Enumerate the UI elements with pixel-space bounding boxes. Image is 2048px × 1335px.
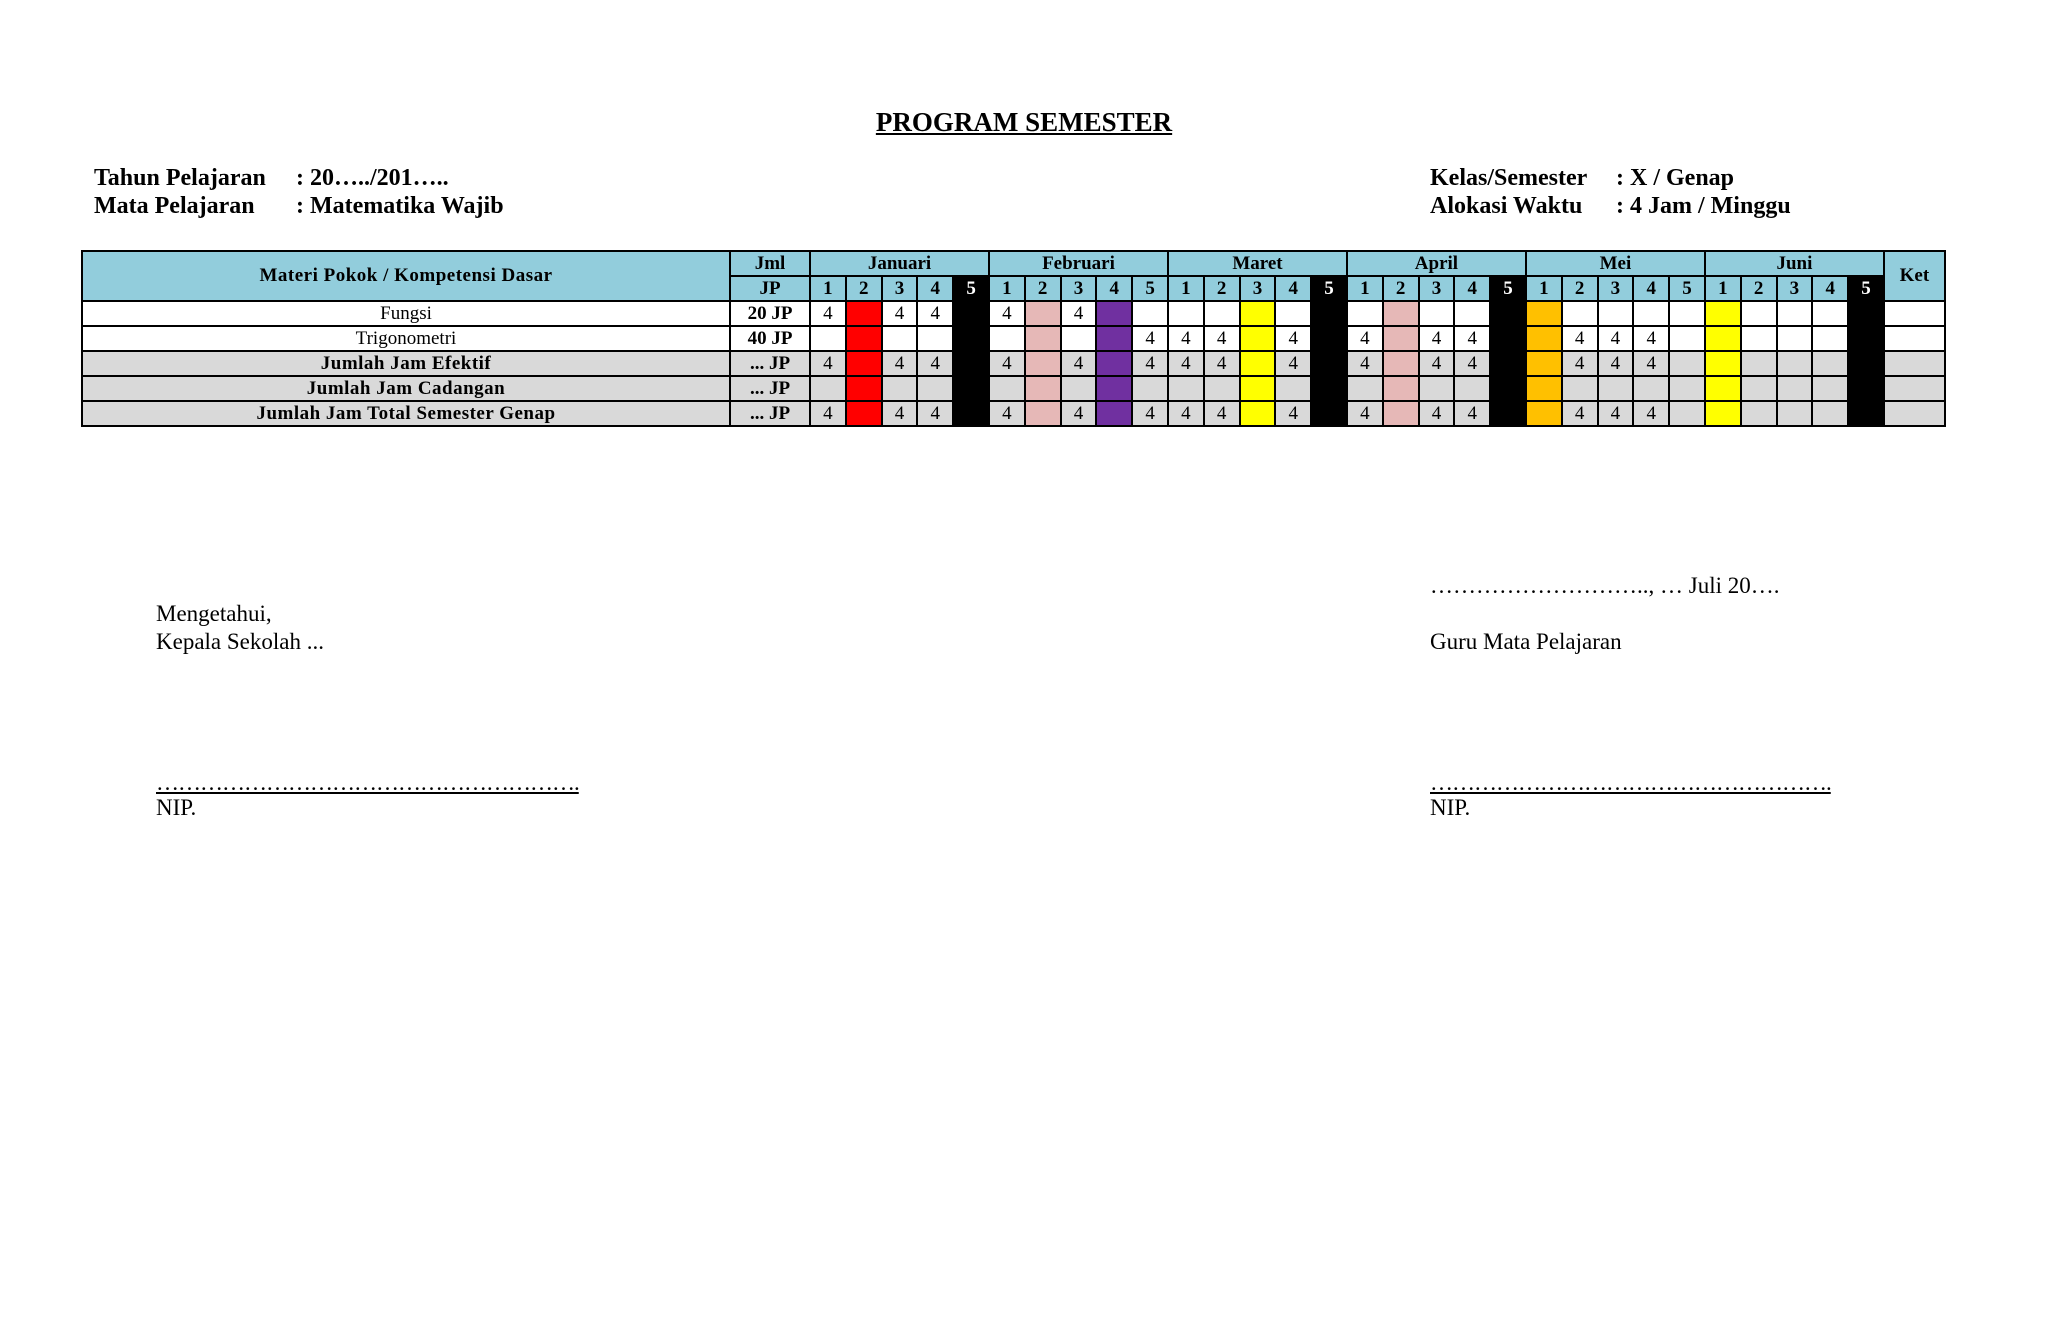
cell-week — [1025, 326, 1061, 351]
cell-week — [1383, 301, 1419, 326]
cell-week — [1490, 351, 1526, 376]
cell-week: 4 — [1419, 401, 1455, 426]
cell-week — [1526, 401, 1562, 426]
cell-week — [846, 401, 882, 426]
cell-week — [1669, 401, 1705, 426]
header-week: 2 — [1383, 276, 1419, 301]
cell-week — [1490, 401, 1526, 426]
cell-week — [1168, 376, 1204, 401]
meta-left — [94, 164, 504, 220]
meta-value: : 20…../201….. — [296, 165, 449, 191]
cell-week — [953, 401, 989, 426]
cell-week: 4 — [1275, 351, 1311, 376]
cell-week — [846, 301, 882, 326]
cell-week — [1490, 376, 1526, 401]
header-week: 5 — [953, 276, 989, 301]
cell-week: 4 — [882, 301, 918, 326]
cell-week — [1240, 301, 1276, 326]
header-week: 4 — [1633, 276, 1669, 301]
header-ket: Ket — [1884, 251, 1945, 301]
cell-week: 4 — [1633, 351, 1669, 376]
header-materi: Materi Pokok / Kompetensi Dasar — [82, 251, 730, 301]
cell-week — [1812, 351, 1848, 376]
header-week: 3 — [1419, 276, 1455, 301]
cell-week — [1311, 351, 1347, 376]
cell-week: 4 — [1132, 326, 1168, 351]
cell-week — [1168, 301, 1204, 326]
header-week: 5 — [1311, 276, 1347, 301]
cell-week — [1061, 326, 1097, 351]
header-month: Juni — [1705, 251, 1884, 276]
header-month: Februari — [989, 251, 1168, 276]
signature-left-dots: …………………………………………………. — [156, 770, 579, 795]
header-week: 1 — [989, 276, 1025, 301]
signature-left-line1: Mengetahui, — [156, 601, 272, 626]
cell-week: 4 — [1598, 326, 1634, 351]
cell-week — [1705, 401, 1741, 426]
cell-week: 4 — [1204, 401, 1240, 426]
cell-jp: ... JP — [730, 376, 810, 401]
cell-week: 4 — [810, 301, 846, 326]
header-week: 3 — [1061, 276, 1097, 301]
header-month: Mei — [1526, 251, 1705, 276]
cell-materi: Jumlah Jam Total Semester Genap — [82, 401, 730, 426]
meta-value: : 4 Jam / Minggu — [1616, 193, 1791, 219]
cell-week — [1096, 301, 1132, 326]
cell-ket — [1884, 326, 1945, 351]
signature-left-nip: NIP. — [156, 795, 197, 820]
cell-week — [1705, 351, 1741, 376]
cell-week — [953, 376, 989, 401]
cell-week — [1132, 301, 1168, 326]
cell-week: 4 — [989, 351, 1025, 376]
cell-week — [1240, 401, 1276, 426]
cell-week: 4 — [1562, 351, 1598, 376]
cell-week — [1311, 326, 1347, 351]
cell-week — [1741, 326, 1777, 351]
meta-label: Tahun Pelajaran — [94, 165, 266, 191]
cell-week — [1240, 351, 1276, 376]
meta-label: Mata Pelajaran — [94, 193, 255, 219]
cell-ket — [1884, 401, 1945, 426]
table-row — [82, 326, 1945, 351]
place-date: ……………………….., … Juli 20…. — [1430, 573, 1780, 598]
header-week: 4 — [1812, 276, 1848, 301]
cell-week: 4 — [1454, 401, 1490, 426]
cell-jp: 20 JP — [730, 301, 810, 326]
cell-week — [953, 301, 989, 326]
meta-row-year — [94, 164, 504, 192]
cell-week: 4 — [1347, 401, 1383, 426]
semester-schedule-table — [81, 250, 1946, 427]
meta-value: : Matematika Wajib — [296, 193, 504, 219]
table-row — [82, 351, 1945, 376]
cell-week — [1383, 326, 1419, 351]
cell-week: 4 — [1061, 401, 1097, 426]
meta-label: Alokasi Waktu — [1430, 193, 1583, 219]
cell-week — [917, 326, 953, 351]
cell-week — [1096, 351, 1132, 376]
cell-week — [917, 376, 953, 401]
cell-week: 4 — [1204, 326, 1240, 351]
cell-week — [989, 376, 1025, 401]
cell-ket — [1884, 376, 1945, 401]
cell-week — [1061, 376, 1097, 401]
cell-week — [1204, 301, 1240, 326]
header-week: 4 — [1096, 276, 1132, 301]
cell-week — [1025, 376, 1061, 401]
cell-week — [1025, 351, 1061, 376]
table-row — [82, 301, 1945, 326]
meta-row-class — [1430, 164, 1791, 192]
cell-week: 4 — [1168, 401, 1204, 426]
title-text: PROGRAM SEMESTER — [875, 107, 1173, 137]
cell-week — [1526, 376, 1562, 401]
cell-week — [1275, 301, 1311, 326]
header-week: 3 — [1777, 276, 1813, 301]
cell-week — [1812, 326, 1848, 351]
header-week: 2 — [846, 276, 882, 301]
cell-week — [1383, 351, 1419, 376]
cell-week — [1240, 326, 1276, 351]
cell-week — [1132, 376, 1168, 401]
cell-week — [1777, 401, 1813, 426]
cell-week — [846, 351, 882, 376]
cell-week — [1741, 301, 1777, 326]
cell-week — [882, 376, 918, 401]
cell-week — [1096, 326, 1132, 351]
meta-value: : X / Genap — [1616, 165, 1735, 191]
cell-week — [953, 351, 989, 376]
cell-week: 4 — [1061, 301, 1097, 326]
cell-week — [1419, 376, 1455, 401]
header-week: 5 — [1132, 276, 1168, 301]
meta-right — [1430, 164, 1791, 220]
header-week: 2 — [1204, 276, 1240, 301]
cell-week: 4 — [1419, 351, 1455, 376]
cell-week — [989, 326, 1025, 351]
cell-ket — [1884, 301, 1945, 326]
cell-week: 4 — [1562, 401, 1598, 426]
cell-week — [1812, 376, 1848, 401]
cell-week — [1311, 401, 1347, 426]
cell-week — [810, 376, 846, 401]
cell-week — [1526, 301, 1562, 326]
cell-week: 4 — [1132, 401, 1168, 426]
cell-week — [1777, 376, 1813, 401]
cell-week: 4 — [1419, 326, 1455, 351]
cell-week: 4 — [917, 301, 953, 326]
signature-right-line1: Guru Mata Pelajaran — [1430, 629, 1622, 654]
cell-week: 4 — [1168, 326, 1204, 351]
cell-week — [1705, 326, 1741, 351]
cell-week — [1275, 376, 1311, 401]
cell-week: 4 — [1275, 326, 1311, 351]
cell-week — [1240, 376, 1276, 401]
header-week: 4 — [917, 276, 953, 301]
cell-week — [1490, 301, 1526, 326]
cell-week: 4 — [1633, 326, 1669, 351]
header-week: 1 — [810, 276, 846, 301]
header-week: 5 — [1848, 276, 1884, 301]
cell-week — [1669, 376, 1705, 401]
cell-week: 4 — [1347, 326, 1383, 351]
cell-materi: Fungsi — [82, 301, 730, 326]
header-week: 3 — [882, 276, 918, 301]
cell-week — [1741, 401, 1777, 426]
cell-jp: ... JP — [730, 401, 810, 426]
cell-week — [1705, 376, 1741, 401]
header-week: 3 — [1598, 276, 1634, 301]
cell-week: 4 — [1168, 351, 1204, 376]
cell-week — [1096, 401, 1132, 426]
cell-week — [1526, 326, 1562, 351]
cell-week — [1419, 301, 1455, 326]
cell-week — [1669, 326, 1705, 351]
cell-week — [1383, 376, 1419, 401]
cell-week — [1096, 376, 1132, 401]
cell-week — [1848, 376, 1884, 401]
cell-week — [1633, 301, 1669, 326]
header-month: Januari — [810, 251, 989, 276]
cell-week: 4 — [1454, 351, 1490, 376]
cell-week — [1598, 376, 1634, 401]
cell-week: 4 — [1347, 351, 1383, 376]
cell-week: 4 — [882, 351, 918, 376]
cell-week — [1025, 301, 1061, 326]
header-week: 1 — [1347, 276, 1383, 301]
cell-jp: 40 JP — [730, 326, 810, 351]
cell-week — [1490, 326, 1526, 351]
cell-week: 4 — [810, 351, 846, 376]
page-title — [0, 107, 2048, 138]
cell-week — [1848, 326, 1884, 351]
cell-week — [1741, 376, 1777, 401]
header-week: 1 — [1705, 276, 1741, 301]
cell-week: 4 — [989, 401, 1025, 426]
cell-week — [1777, 351, 1813, 376]
cell-week — [1669, 351, 1705, 376]
cell-week — [1562, 301, 1598, 326]
cell-week — [1347, 376, 1383, 401]
cell-week — [1526, 351, 1562, 376]
cell-week: 4 — [1562, 326, 1598, 351]
header-week: 2 — [1025, 276, 1061, 301]
header-month: Maret — [1168, 251, 1347, 276]
cell-week: 4 — [989, 301, 1025, 326]
cell-materi: Jumlah Jam Cadangan — [82, 376, 730, 401]
signature-right-dots: ………………………………………………. — [1430, 770, 1831, 795]
header-week: 1 — [1168, 276, 1204, 301]
header-jp: JP — [730, 276, 810, 301]
cell-week — [1741, 351, 1777, 376]
cell-week — [1562, 376, 1598, 401]
cell-week — [1454, 301, 1490, 326]
cell-week: 4 — [882, 401, 918, 426]
header-week: 4 — [1275, 276, 1311, 301]
cell-week — [1705, 301, 1741, 326]
cell-week — [1311, 301, 1347, 326]
cell-week: 4 — [1598, 351, 1634, 376]
signature-left-line2: Kepala Sekolah ... — [156, 629, 324, 654]
cell-week — [846, 326, 882, 351]
cell-week: 4 — [1275, 401, 1311, 426]
header-week: 4 — [1454, 276, 1490, 301]
cell-week — [1633, 376, 1669, 401]
cell-week: 4 — [1132, 351, 1168, 376]
cell-ket — [1884, 351, 1945, 376]
cell-week: 4 — [1598, 401, 1634, 426]
cell-week — [1848, 301, 1884, 326]
header-jml: Jml — [730, 251, 810, 276]
meta-label: Kelas/Semester — [1430, 165, 1588, 191]
table-row — [82, 401, 1945, 426]
meta-row-time — [1430, 192, 1791, 220]
cell-week — [1025, 401, 1061, 426]
cell-week — [882, 326, 918, 351]
meta-row-subject — [94, 192, 504, 220]
header-week: 2 — [1741, 276, 1777, 301]
header-week: 5 — [1490, 276, 1526, 301]
cell-week — [1777, 301, 1813, 326]
header-month: April — [1347, 251, 1526, 276]
table-row — [82, 376, 1945, 401]
cell-jp: ... JP — [730, 351, 810, 376]
cell-week — [953, 326, 989, 351]
cell-week — [1812, 401, 1848, 426]
cell-week — [1669, 301, 1705, 326]
cell-week: 4 — [917, 351, 953, 376]
cell-week — [1204, 376, 1240, 401]
header-week: 1 — [1526, 276, 1562, 301]
cell-week — [1454, 376, 1490, 401]
cell-week — [1383, 401, 1419, 426]
cell-week: 4 — [917, 401, 953, 426]
cell-week — [846, 376, 882, 401]
header-week: 2 — [1562, 276, 1598, 301]
cell-week — [1311, 376, 1347, 401]
cell-week: 4 — [1204, 351, 1240, 376]
cell-week — [1347, 301, 1383, 326]
cell-week: 4 — [1633, 401, 1669, 426]
cell-week: 4 — [1454, 326, 1490, 351]
cell-week — [810, 326, 846, 351]
header-week: 3 — [1240, 276, 1276, 301]
header-week: 5 — [1669, 276, 1705, 301]
cell-week — [1598, 301, 1634, 326]
cell-week — [1848, 351, 1884, 376]
cell-week: 4 — [810, 401, 846, 426]
cell-week — [1812, 301, 1848, 326]
signature-right-nip: NIP. — [1430, 795, 1471, 820]
cell-week — [1777, 326, 1813, 351]
cell-materi: Trigonometri — [82, 326, 730, 351]
cell-materi: Jumlah Jam Efektif — [82, 351, 730, 376]
cell-week — [1848, 401, 1884, 426]
cell-week: 4 — [1061, 351, 1097, 376]
